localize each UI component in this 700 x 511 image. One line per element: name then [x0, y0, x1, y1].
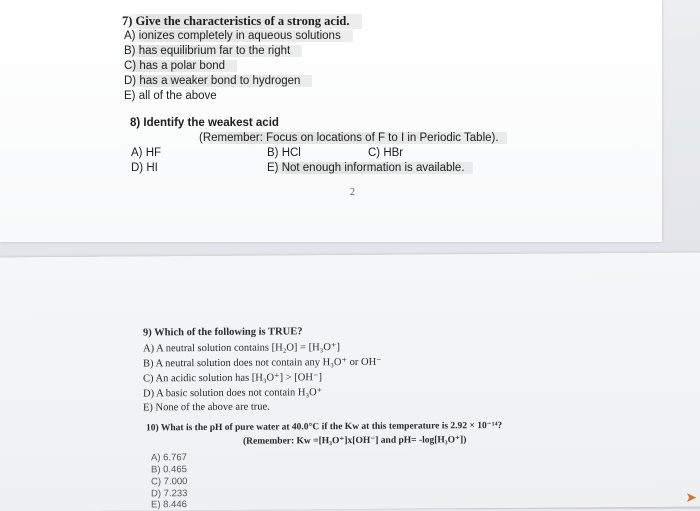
q9-option-e: E) None of the above are true. [143, 401, 270, 414]
question-8-title: 8) Identify the weakest acid [130, 117, 279, 129]
q10-option-e: E) 8.446 [151, 499, 187, 511]
q9-option-c: C) An acidic solution has [H₃O⁺] > [OH⁻] [143, 372, 323, 385]
q8-option-c: C) HBr [368, 147, 404, 159]
q10-option-c: C) 7.000 [151, 476, 188, 488]
question-9-title: 9) Which of the following is TRUE? [143, 326, 303, 339]
q9-option-d: D) A basic solution does not contain H₃O⁺ [143, 387, 323, 400]
q10-option-d: D) 7.233 [151, 488, 188, 500]
q8-option-b: B) HCl [267, 147, 301, 159]
q7-option-b: B) has equilibrium far to the right [124, 45, 302, 57]
q9-option-b: B) A neutral solution does not contain any H₃O⁺ or OH⁻ [143, 356, 382, 370]
q7-option-e: E) all of the above [124, 90, 217, 102]
question-7-title: 7) Give the characteristics of a strong acid. [122, 14, 362, 29]
q7-option-d: D) has a weaker bond to hydrogen [124, 75, 312, 87]
q10-option-b: B) 0.465 [151, 464, 187, 476]
question-10-title: 10) What is the pH of pure water at 40.0°C if the Kw at this temperature is 2.92 × 10⁻¹⁴? [146, 420, 503, 434]
page-number: 2 [350, 187, 355, 198]
cursor-icon: ➤ [685, 491, 697, 506]
q10-remember-note: (Remember: Kw =[H₃O⁺]x[OH⁻] and pH= -log[H₃O⁺]) [243, 435, 467, 447]
q8-remember-note: (Remember: Focus on locations of F to I in Periodic Table). [199, 132, 507, 144]
q10-option-a: A) 6.767 [151, 452, 187, 464]
worksheet-page-bottom [0, 253, 700, 511]
q8-option-e: E) Not enough information is available. [267, 162, 473, 174]
worksheet-page-top [0, 0, 662, 242]
q8-option-d: D) HI [131, 162, 158, 174]
q7-option-c: C) has a polar bond [124, 60, 237, 72]
q8-option-a: A) HF [131, 147, 162, 159]
q9-option-a: A) A neutral solution contains [H₂O] = [H₃O⁺] [143, 342, 340, 355]
q7-option-a: A) ionizes completely in aqueous solutions [124, 30, 353, 42]
